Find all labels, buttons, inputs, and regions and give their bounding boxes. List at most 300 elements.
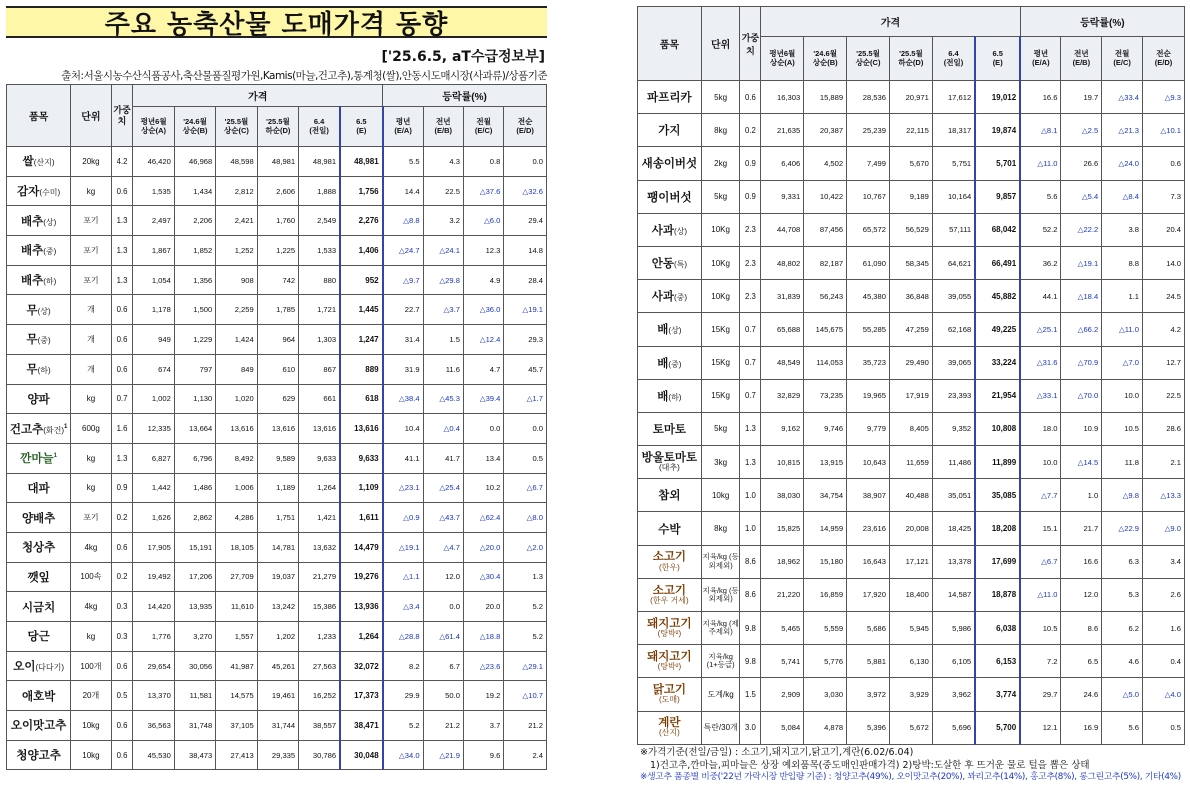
header-change-col-line: (E/D) (516, 125, 534, 135)
current-price-cell: 889 (340, 354, 383, 384)
source-date: ['25.6.5, aT수급정보부] (381, 49, 545, 65)
price-cell: 29,490 (889, 346, 932, 379)
price-cell: 10,164 (932, 180, 975, 213)
price-cell: 9,352 (932, 412, 975, 445)
price-cell: 1,264 (299, 473, 340, 503)
current-price-cell: 1,756 (340, 176, 383, 206)
current-price-cell: 33,224 (975, 346, 1020, 379)
price-cell: 38,030 (761, 479, 804, 512)
price-cell: 30,056 (174, 651, 215, 681)
current-price-cell: 11,899 (975, 446, 1020, 479)
change-rate-cell: △30.4 (463, 562, 503, 592)
current-price-cell: 30,048 (340, 740, 383, 770)
weight-cell: 0.9 (740, 147, 761, 180)
item-name-cell (638, 180, 702, 213)
price-cell: 44,708 (761, 213, 804, 246)
change-rate-cell: △6.7 (504, 473, 547, 503)
change-rate-cell: 21.7 (1061, 512, 1102, 545)
change-rate-cell: 7.3 (1143, 180, 1185, 213)
weight-cell: 0.2 (111, 503, 133, 533)
table-row (7, 206, 547, 236)
unit-cell: 특란/30개 (701, 711, 740, 744)
unit-cell: 5kg (701, 180, 740, 213)
item-name: 배추 (20, 275, 44, 288)
unit-cell: 15Kg (701, 313, 740, 346)
item-name: 파프리카 (647, 92, 692, 105)
change-rate-cell: △0.9 (383, 503, 423, 533)
change-rate-cell: 5.6 (1020, 180, 1061, 213)
price-cell: 15,191 (174, 532, 215, 562)
table-row (638, 512, 1185, 545)
item-name-cell (7, 265, 71, 295)
price-cell: 16,859 (804, 578, 847, 611)
current-price-cell: 18,208 (975, 512, 1020, 545)
weight-cell: 0.2 (740, 114, 761, 147)
price-cell: 21,635 (761, 114, 804, 147)
item-name-cell (7, 622, 71, 652)
table-row (7, 562, 547, 592)
change-rate-cell: △2.0 (504, 532, 547, 562)
weight-cell: 0.6 (111, 176, 133, 206)
price-cell: 17,612 (932, 81, 975, 114)
footnote-price-basis: ※가격기준(전일/금일) : 소고기,돼지고기,닭고기,계란(6.02/6.04) (640, 747, 914, 758)
price-cell: 46,968 (174, 147, 215, 177)
right-table-header (638, 7, 1185, 81)
header-change-col-line: (E/D) (1154, 57, 1173, 67)
weight-cell: 0.9 (740, 180, 761, 213)
price-cell: 12,335 (133, 414, 174, 444)
current-price-cell: 48,981 (340, 147, 383, 177)
price-cell: 55,285 (847, 313, 890, 346)
price-cell: 9,779 (847, 412, 890, 445)
change-rate-cell: △70.0 (1061, 379, 1102, 412)
change-rate-cell: 4.3 (423, 147, 463, 177)
header-price-col-line: (전일) (943, 57, 964, 67)
item-name-wrap (639, 684, 700, 704)
item-name: 감자 (17, 186, 40, 199)
item-name-cell (7, 384, 71, 414)
unit-cell: 8kg (701, 114, 740, 147)
item-name-cell (638, 114, 702, 147)
change-rate-cell: △8.1 (1020, 114, 1061, 147)
price-cell: 5,776 (804, 645, 847, 678)
change-rate-cell: △11.0 (1020, 578, 1061, 611)
header-price-col-line: (E) (992, 57, 1003, 67)
unit-cell: 포기 (71, 265, 111, 295)
left-price-table (6, 84, 547, 770)
table-row (638, 612, 1185, 645)
current-price-cell: 618 (340, 384, 383, 414)
price-cell: 62,168 (932, 313, 975, 346)
weight-cell: 0.6 (111, 740, 133, 770)
change-rate-cell: △7.0 (1102, 346, 1143, 379)
price-cell: 5,686 (847, 612, 890, 645)
item-name: 방울토마토 (641, 451, 698, 464)
change-rate-cell: 6.3 (1102, 545, 1143, 578)
item-name-sub: (중) (37, 336, 51, 346)
change-rate-cell: △25.1 (1020, 313, 1061, 346)
change-rate-cell: 52.2 (1020, 213, 1061, 246)
change-rate-cell: △45.3 (423, 384, 463, 414)
change-rate-cell: 41.7 (423, 443, 463, 473)
change-rate-cell: 16.6 (1061, 545, 1102, 578)
price-cell: 5,670 (889, 147, 932, 180)
price-cell: 1,252 (216, 236, 257, 266)
price-cell: 48,598 (216, 147, 257, 177)
change-rate-cell: 1.5 (423, 325, 463, 355)
price-cell: 40,488 (889, 479, 932, 512)
change-rate-cell: 6.2 (1102, 612, 1143, 645)
price-cell: 25,239 (847, 114, 890, 147)
header-price-col-line: 6.5 (356, 116, 367, 126)
current-price-cell: 6,153 (975, 645, 1020, 678)
price-cell: 3,972 (847, 678, 890, 711)
change-rate-cell: △29.1 (504, 651, 547, 681)
header-unit: 단위 (71, 85, 111, 147)
item-name: 돼지고기 (647, 651, 692, 664)
change-rate-cell: △22.2 (1061, 213, 1102, 246)
item-name-cell (638, 280, 702, 313)
price-cell: 1,225 (257, 236, 298, 266)
item-name: 깻잎 (27, 571, 50, 584)
price-cell: 9,189 (889, 180, 932, 213)
header-price-col-line: 상순(C) (855, 57, 881, 67)
item-name-cell (638, 147, 702, 180)
change-rate-cell: △62.4 (463, 503, 503, 533)
table-row (7, 740, 547, 770)
weight-cell: 1.0 (740, 479, 761, 512)
header-item: 품목 (638, 7, 702, 81)
weight-cell: 1.3 (740, 446, 761, 479)
price-cell: 17,919 (889, 379, 932, 412)
price-cell: 73,235 (804, 379, 847, 412)
unit-cell: 지육/kg (1+등급) (701, 645, 740, 678)
price-cell: 2,812 (216, 176, 257, 206)
price-cell: 797 (174, 354, 215, 384)
header-price-col-line: 평년6월 (140, 116, 167, 126)
change-rate-cell: △5.4 (1061, 180, 1102, 213)
item-name-cell (638, 313, 702, 346)
change-rate-cell: △8.8 (383, 206, 423, 236)
header-price-group: 가격 (133, 85, 383, 107)
price-cell: 13,664 (174, 414, 215, 444)
item-name-sub: (탕박²) (657, 662, 682, 672)
item-name: 오이맛고추 (10, 720, 67, 733)
header-change-col-line: 전월 (476, 116, 491, 126)
right-price-table (637, 6, 1185, 745)
price-cell: 13,616 (299, 414, 340, 444)
price-cell: 14,959 (804, 512, 847, 545)
price-cell: 87,456 (804, 213, 847, 246)
price-cell: 11,486 (932, 446, 975, 479)
header-unit: 단위 (701, 7, 740, 81)
change-rate-cell: △9.3 (1143, 81, 1185, 114)
item-name: 새송이버섯 (641, 158, 698, 171)
change-rate-cell: △6.0 (463, 206, 503, 236)
header-price-group: 가격 (761, 7, 1020, 37)
current-price-cell: 9,633 (340, 443, 383, 473)
change-rate-cell: 22.5 (1143, 379, 1185, 412)
item-name-sub: (상) (43, 217, 57, 227)
item-name-cell (638, 578, 702, 611)
header-price-col (257, 107, 298, 147)
price-cell: 36,563 (133, 711, 174, 741)
change-rate-cell: △1.7 (504, 384, 547, 414)
price-cell: 13,242 (257, 592, 298, 622)
table-row (7, 176, 547, 206)
item-name-sub: (중) (668, 359, 682, 369)
change-rate-cell: 5.2 (504, 592, 547, 622)
weight-cell: 0.6 (111, 532, 133, 562)
change-rate-cell: 0.8 (463, 147, 503, 177)
change-rate-cell: △24.1 (423, 236, 463, 266)
price-cell: 5,751 (932, 147, 975, 180)
change-rate-cell: 5.3 (1102, 578, 1143, 611)
change-rate-cell: △37.6 (463, 176, 503, 206)
table-row (638, 147, 1185, 180)
change-rate-cell: 10.5 (1102, 412, 1143, 445)
change-rate-cell: △19.1 (1061, 246, 1102, 279)
change-rate-cell: △10.1 (1143, 114, 1185, 147)
change-rate-cell: 36.2 (1020, 246, 1061, 279)
current-price-cell: 21,954 (975, 379, 1020, 412)
change-rate-cell: 1.0 (1061, 479, 1102, 512)
price-cell: 15,386 (299, 592, 340, 622)
header-price-col-line: 6.4 (948, 48, 959, 58)
page-title: 주요 농축산물 도매가격 동향 (6, 6, 547, 38)
item-name: 건고추 (9, 423, 44, 436)
price-cell: 1,130 (174, 384, 215, 414)
price-cell: 1,434 (174, 176, 215, 206)
weight-cell: 0.6 (111, 651, 133, 681)
item-name: 배 (657, 390, 669, 403)
table-row (7, 384, 547, 414)
change-rate-cell: 29.7 (1020, 678, 1061, 711)
header-change-col (1020, 37, 1061, 81)
unit-cell: 15Kg (701, 379, 740, 412)
item-name: 닭고기 (652, 684, 687, 697)
change-rate-cell: △43.7 (423, 503, 463, 533)
unit-cell: 15Kg (701, 346, 740, 379)
price-cell: 4,502 (804, 147, 847, 180)
current-price-cell: 66,491 (975, 246, 1020, 279)
price-cell: 15,825 (761, 512, 804, 545)
price-cell: 6,796 (174, 443, 215, 473)
change-rate-cell: 11.6 (423, 354, 463, 384)
header-change-group: 등락률(%) (383, 85, 547, 107)
current-price-cell: 3,774 (975, 678, 1020, 711)
change-rate-cell: 2.6 (1143, 578, 1185, 611)
unit-cell: 20개 (71, 681, 111, 711)
price-cell: 20,971 (889, 81, 932, 114)
item-name-cell (638, 446, 702, 479)
price-cell: 38,907 (847, 479, 890, 512)
price-cell: 65,688 (761, 313, 804, 346)
change-rate-cell: △2.5 (1061, 114, 1102, 147)
price-cell: 35,051 (932, 479, 975, 512)
change-rate-cell: 5.5 (383, 147, 423, 177)
weight-cell: 0.7 (111, 384, 133, 414)
price-cell: 20,008 (889, 512, 932, 545)
item-name: 양배추 (21, 512, 56, 525)
price-cell: 17,206 (174, 562, 215, 592)
item-name-wrap (639, 452, 700, 472)
table-row (7, 592, 547, 622)
header-price-col-line: 상순(A) (141, 125, 167, 135)
price-cell: 5,084 (761, 711, 804, 744)
header-change-col-line: (E/A) (1032, 57, 1050, 67)
item-name: 토마토 (652, 423, 687, 436)
change-rate-cell: 12.7 (1143, 346, 1185, 379)
weight-cell: 0.3 (111, 622, 133, 652)
change-rate-cell: 4.2 (1143, 313, 1185, 346)
price-cell: 13,632 (299, 532, 340, 562)
price-cell: 65,572 (847, 213, 890, 246)
current-price-cell: 13,616 (340, 414, 383, 444)
item-name-cell (638, 678, 702, 711)
change-rate-cell: △9.7 (383, 265, 423, 295)
change-rate-cell: △22.9 (1102, 512, 1143, 545)
header-price-col (299, 107, 340, 147)
item-name-sub: (수미) (39, 188, 61, 198)
price-cell: 1,535 (133, 176, 174, 206)
change-rate-cell: △18.8 (463, 622, 503, 652)
change-rate-cell: △31.6 (1020, 346, 1061, 379)
change-rate-cell: △18.4 (1061, 280, 1102, 313)
price-cell: 1,785 (257, 295, 298, 325)
weight-cell: 2.3 (740, 213, 761, 246)
change-rate-cell: △61.4 (423, 622, 463, 652)
current-price-cell: 35,085 (975, 479, 1020, 512)
price-cell: 15,180 (804, 545, 847, 578)
price-cell: 2,909 (761, 678, 804, 711)
header-change-col-line: 전월 (1114, 48, 1130, 58)
table-row (7, 147, 547, 177)
price-cell: 5,881 (847, 645, 890, 678)
weight-cell: 1.0 (740, 512, 761, 545)
header-price-col-line: 상순(C) (224, 125, 249, 135)
change-rate-cell: △3.4 (383, 592, 423, 622)
change-rate-cell: 26.6 (1061, 147, 1102, 180)
item-name: 수박 (658, 523, 681, 536)
price-cell: 5,945 (889, 612, 932, 645)
change-rate-cell: △28.8 (383, 622, 423, 652)
price-cell: 1,006 (216, 473, 257, 503)
price-cell: 27,709 (216, 562, 257, 592)
price-cell: 1,356 (174, 265, 215, 295)
table-row (7, 354, 547, 384)
change-rate-cell: 21.2 (423, 711, 463, 741)
header-price-col (889, 37, 932, 81)
change-rate-cell: 3.7 (463, 711, 503, 741)
unit-cell: 10Kg (701, 280, 740, 313)
change-rate-cell: 0.0 (504, 414, 547, 444)
price-cell: 2,549 (299, 206, 340, 236)
price-cell: 58,345 (889, 246, 932, 279)
item-name: 애호박 (21, 690, 56, 703)
price-cell: 145,675 (804, 313, 847, 346)
price-cell: 6,406 (761, 147, 804, 180)
price-cell: 13,935 (174, 592, 215, 622)
change-rate-cell: 12.0 (1061, 578, 1102, 611)
item-name-sub: (상) (673, 226, 688, 236)
price-cell: 11,581 (174, 681, 215, 711)
table-row (638, 81, 1185, 114)
header-change-col-line: (E/B) (434, 125, 452, 135)
item-name-wrap (639, 651, 700, 671)
unit-cell: 개 (71, 354, 111, 384)
item-name: 소고기 (652, 584, 687, 597)
weight-cell: 0.9 (111, 473, 133, 503)
price-cell: 610 (257, 354, 298, 384)
item-name: 배 (657, 357, 669, 370)
change-rate-cell: 0.0 (504, 147, 547, 177)
price-cell: 4,286 (216, 503, 257, 533)
item-name-cell (7, 473, 71, 503)
price-cell: 18,962 (761, 545, 804, 578)
unit-cell: 4kg (71, 592, 111, 622)
change-rate-cell: △29.8 (423, 265, 463, 295)
header-price-col (847, 37, 890, 81)
price-cell: 41,987 (216, 651, 257, 681)
item-name: 배추 (20, 215, 44, 228)
weight-cell: 0.6 (111, 295, 133, 325)
change-rate-cell: 3.8 (1102, 213, 1143, 246)
price-cell: 16,643 (847, 545, 890, 578)
price-cell: 13,616 (216, 414, 257, 444)
price-cell: 18,400 (889, 578, 932, 611)
change-rate-cell: 3.2 (423, 206, 463, 236)
price-cell: 5,465 (761, 612, 804, 645)
item-name-cell (638, 346, 702, 379)
price-cell: 56,243 (804, 280, 847, 313)
price-cell: 3,929 (889, 678, 932, 711)
price-cell: 629 (257, 384, 298, 414)
item-name-cell (7, 147, 71, 177)
change-rate-cell: △32.6 (504, 176, 547, 206)
unit-cell: 3kg (701, 446, 740, 479)
change-rate-cell: 5.6 (1102, 711, 1143, 744)
source-organizations: 출처:서울시농수산식품공사,축산물품질평가원,Kamis(마늘,건고추),통계청(쌀),안동시도매시장(사과류)/상품기준 (61, 70, 547, 82)
header-price-col (975, 37, 1020, 81)
change-rate-cell: 45.7 (504, 354, 547, 384)
price-cell: 1,500 (174, 295, 215, 325)
header-price-col (174, 107, 215, 147)
price-cell: 9,331 (761, 180, 804, 213)
price-cell: 23,393 (932, 379, 975, 412)
current-price-cell: 5,700 (975, 711, 1020, 744)
change-rate-cell: 29.3 (504, 325, 547, 355)
header-change-col-line: 평년 (1033, 48, 1049, 58)
weight-cell: 9.8 (740, 612, 761, 645)
change-rate-cell: 2.4 (504, 740, 547, 770)
header-change-col (1061, 37, 1102, 81)
change-rate-cell: 31.4 (383, 325, 423, 355)
current-price-cell: 49,225 (975, 313, 1020, 346)
header-change-col-line: 전년 (436, 116, 451, 126)
change-rate-cell: △1.1 (383, 562, 423, 592)
item-name-wrap (639, 717, 700, 737)
unit-cell: 10kg (71, 740, 111, 770)
item-name-wrap (639, 618, 700, 638)
unit-cell: 10Kg (701, 246, 740, 279)
header-change-col-line: 전순 (1156, 48, 1171, 58)
table-row (638, 412, 1185, 445)
price-cell: 15,889 (804, 81, 847, 114)
unit-cell: kg (71, 473, 111, 503)
price-cell: 6,130 (889, 645, 932, 678)
price-cell: 674 (133, 354, 174, 384)
